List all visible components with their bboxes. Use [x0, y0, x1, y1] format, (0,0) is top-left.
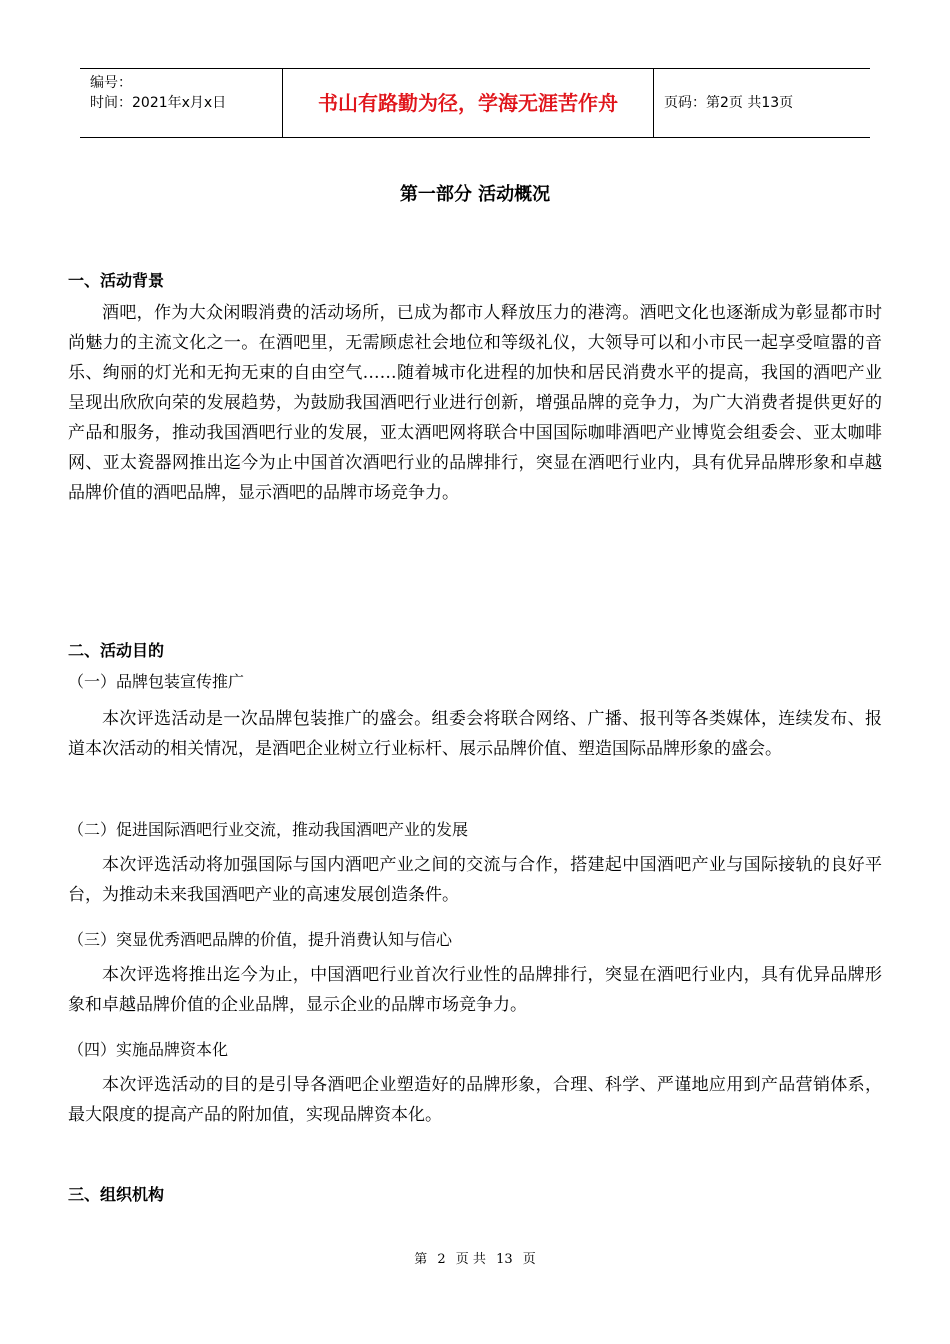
subheading-purpose-4: （四）实施品牌资本化 — [68, 1040, 229, 1059]
section-heading-purpose: 二、活动目的 — [68, 641, 165, 660]
paragraph-purpose-3: 本次评选将推出迄今为止，中国酒吧行业首次行业性的品牌排行，突显在酒吧行业内，具有优异品牌形象和卓越品牌价值的企业品牌，显示企业的品牌市场竞争力。 — [68, 965, 882, 1015]
subheading-purpose-2: （二）促进国际酒吧行业交流，推动我国酒吧产业的发展 — [68, 820, 469, 839]
document-title: 第一部分 活动概况 — [399, 184, 551, 205]
paragraph-purpose-4: 本次评选活动的目的是引导各酒吧企业塑造好的品牌形象，合理、科学、严谨地应用到产品营销体系，最大限度的提高产品的附加值，实现品牌资本化。 — [68, 1075, 882, 1125]
section-heading-organization: 三、组织机构 — [68, 1185, 165, 1204]
section-heading-background: 一、活动背景 — [68, 271, 165, 290]
header-number-label: 编号： — [90, 75, 132, 91]
footer-page-number: 2 — [437, 1252, 446, 1267]
footer-prefix: 第 — [414, 1252, 428, 1267]
paragraph-purpose-1: 本次评选活动是一次品牌包装推广的盛会。组委会将联合网络、广播、报刊等各类媒体，连续发布、报道本次活动的相关情况，是酒吧企业树立行业标杆、展示品牌价值、塑造国际品牌形象的盛会。 — [68, 709, 882, 759]
footer-total-pages: 13 — [496, 1252, 513, 1267]
page-header — [80, 68, 870, 138]
page-footer — [0, 1248, 950, 1267]
subheading-purpose-1: （一）品牌包装宣传推广 — [68, 672, 245, 691]
paragraph-background: 酒吧，作为大众闲暇消费的活动场所，已成为都市人释放压力的港湾。酒吧文化也逐渐成为彰显都市时尚魅力的主流文化之一。在酒吧里，无需顾虑社会地位和等级礼仪，大领导可以和小市民一起享受喧嚣的音乐、绚丽的灯光和无拘无束的自由空气……随着城市化进程的加快和居民消费水平的提高，我国的酒吧产业呈现出欣欣向荣的发展趋势，为鼓励我国酒吧行业进行创新，增强品牌的竞争力，为广大消费者提供更好的产品和服务，推动我国酒吧行业的发展，亚太酒吧网将联合中国国际咖啡酒吧产业博览会组委会、亚太咖啡网、亚太瓷器网推出迄今为止中国首次酒吧行业的品牌排行，突显在酒吧行业内，具有优异品牌形象和卓越品牌价值的酒吧品牌，显示酒吧的品牌市场竞争力。 — [68, 303, 882, 503]
footer-middle: 页 共 — [455, 1252, 486, 1267]
header-motto: 书山有路勤为径，学海无涯苦作舟 — [282, 69, 654, 137]
header-page-info: 页码：第2页 共13页 — [664, 95, 794, 111]
paragraph-purpose-2: 本次评选活动将加强国际与国内酒吧产业之间的交流与合作，搭建起中国酒吧产业与国际接轨的良好平台，为推动未来我国酒吧产业的高速发展创造条件。 — [68, 855, 882, 905]
header-time-label: 时间：2021年x月x日 — [90, 95, 227, 111]
header-left-cell — [80, 69, 282, 137]
subheading-purpose-3: （三）突显优秀酒吧品牌的价值，提升消费认知与信心 — [68, 930, 453, 949]
footer-suffix: 页 — [522, 1252, 536, 1267]
